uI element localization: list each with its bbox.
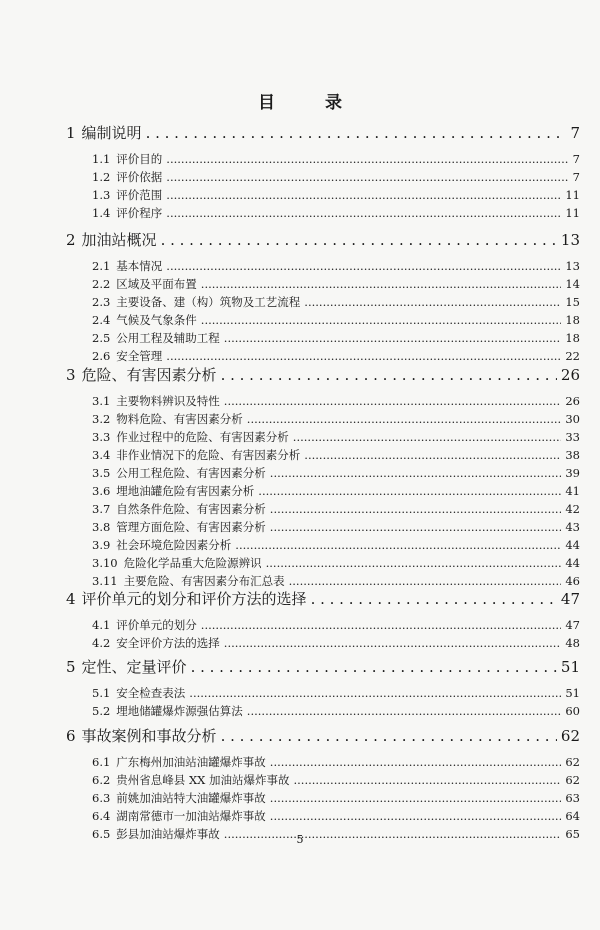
toc-entry-page: 65 (565, 827, 580, 841)
toc-entry-title: 埋地油罐危险有害因素分析 (116, 484, 255, 498)
toc-section-row (92, 465, 580, 481)
toc-chapter-row (66, 725, 580, 746)
toc-entry-number: 1.2 (92, 170, 111, 184)
toc-entry-page: 14 (565, 277, 580, 291)
toc-section-row (92, 685, 580, 701)
toc-entry-number: 1 (66, 124, 76, 142)
toc-section-row (92, 635, 580, 651)
page-title: 目 录 (258, 93, 364, 113)
toc-section-row (92, 330, 580, 346)
toc-dot-leader (304, 448, 561, 462)
toc-entry-number: 6 (66, 727, 76, 745)
toc-entry-page: 62 (560, 727, 580, 745)
toc-section-row (92, 772, 580, 788)
toc-entry-page: 18 (565, 313, 580, 327)
toc-entry-page: 48 (565, 636, 580, 650)
toc-entry-page: 15 (565, 295, 580, 309)
toc-entry-page: 33 (565, 430, 580, 444)
toc-entry-page: 13 (565, 259, 580, 273)
toc-section-row (92, 555, 580, 571)
toc-entry-page: 18 (565, 331, 580, 345)
toc-entry-page: 42 (565, 502, 580, 516)
toc-entry-title: 编制说明 (81, 124, 142, 142)
toc-dot-leader (293, 773, 561, 787)
toc-entry-title: 埋地储罐爆炸源强估算法 (116, 704, 243, 718)
toc-dot-leader (270, 809, 562, 823)
toc-entry-number: 3.1 (92, 394, 111, 408)
toc-entry-number: 6.1 (92, 755, 111, 769)
toc-entry-page: 22 (565, 349, 580, 363)
toc-section-row (92, 483, 580, 499)
toc-entry-number: 3.3 (92, 430, 111, 444)
toc-entry-page: 13 (560, 231, 580, 249)
toc-entry-title: 湖南常德市一加油站爆炸事故 (116, 809, 266, 823)
toc-dot-leader (166, 206, 561, 220)
toc-entry-title: 加油站概况 (81, 231, 157, 249)
toc-section-row (92, 537, 580, 553)
toc-section-row (92, 447, 580, 463)
toc-entry-title: 彭县加油站爆炸事故 (116, 827, 220, 841)
toc-chapter-row (66, 122, 580, 143)
toc-entry-number: 2.1 (92, 259, 111, 273)
toc-entry-title: 物料危险、有害因素分析 (116, 412, 243, 426)
toc-entry-number: 2.3 (92, 295, 111, 309)
toc-entry-number: 2.4 (92, 313, 111, 327)
toc-dot-leader (224, 636, 562, 650)
page-number: 5 (296, 833, 304, 846)
toc-dot-leader (270, 502, 562, 516)
toc-entry-title: 评价单元的划分 (116, 618, 197, 632)
toc-dot-leader (166, 349, 561, 363)
toc-dot-leader (191, 658, 557, 676)
toc-dot-leader (146, 124, 567, 142)
toc-dot-leader (258, 484, 561, 498)
toc-dot-leader (270, 755, 562, 769)
toc-chapter-row (66, 656, 580, 677)
toc-dot-leader (293, 430, 562, 444)
toc-entry-number: 3 (66, 366, 76, 384)
toc-entry-page: 26 (565, 394, 580, 408)
toc-section-row (92, 294, 580, 310)
toc-entry-title: 安全评价方法的选择 (116, 636, 220, 650)
toc-entry-title: 安全检查表法 (116, 686, 186, 700)
toc-section-row (92, 169, 580, 185)
toc-entry-title: 区域及平面布置 (116, 277, 197, 291)
toc-dot-leader (166, 152, 568, 166)
toc-entry-number: 3.4 (92, 448, 111, 462)
toc-entry-page: 63 (565, 791, 580, 805)
toc-dot-leader (161, 231, 557, 249)
toc-entry-number: 1.1 (92, 152, 111, 166)
toc-dot-leader (201, 618, 562, 632)
toc-section-row (92, 790, 580, 806)
toc-dot-leader (224, 394, 562, 408)
toc-entry-title: 主要设备、建（构）筑物及工艺流程 (116, 295, 301, 309)
toc-dot-leader (304, 295, 561, 309)
toc-entry-title: 危险化学品重大危险源辨识 (123, 556, 262, 570)
toc-entry-page: 62 (565, 773, 580, 787)
toc-section-row (92, 312, 580, 328)
toc-entry-number: 2.5 (92, 331, 111, 345)
toc-section-row (92, 276, 580, 292)
toc-entry-page: 41 (565, 484, 580, 498)
toc-entry-title: 事故案例和事故分析 (81, 727, 217, 745)
toc-dot-leader (247, 704, 562, 718)
toc-entry-page: 11 (565, 206, 580, 220)
toc-dot-leader (224, 331, 562, 345)
toc-entry-title: 气候及气象条件 (116, 313, 197, 327)
toc-entry-page: 43 (565, 520, 580, 534)
toc-chapter-row (66, 364, 580, 385)
toc-entry-number: 3.6 (92, 484, 111, 498)
toc-entry-number: 4.1 (92, 618, 111, 632)
toc-entry-title: 危险、有害因素分析 (81, 366, 217, 384)
toc-entry-page: 62 (565, 755, 580, 769)
toc-entry-number: 2 (66, 231, 76, 249)
toc-entry-page: 60 (565, 704, 580, 718)
toc-chapter-row (66, 229, 580, 250)
toc-entry-number: 6.4 (92, 809, 111, 823)
toc-entry-number: 3.2 (92, 412, 111, 426)
toc-entry-title: 评价范围 (116, 188, 163, 202)
toc-entry-number: 1.4 (92, 206, 111, 220)
toc-entry-title: 评价目的 (116, 152, 163, 166)
toc-entry-number: 6.5 (92, 827, 111, 841)
toc-entry-title: 基本情况 (116, 259, 163, 273)
toc-entry-number: 5 (66, 658, 76, 676)
toc-section-row (92, 348, 580, 364)
toc-entry-title: 管理方面危险、有害因素分析 (116, 520, 266, 534)
toc-entry-title: 安全管理 (116, 349, 163, 363)
toc-entry-page: 30 (565, 412, 580, 426)
toc-entry-number: 3.7 (92, 502, 111, 516)
toc-entry-title: 社会环境危险因素分析 (116, 538, 232, 552)
toc-entry-title: 定性、定量评价 (81, 658, 187, 676)
toc-entry-title: 作业过程中的危险、有害因素分析 (116, 430, 289, 444)
toc-section-row (92, 573, 580, 589)
toc-entry-number: 6.2 (92, 773, 111, 787)
toc-dot-leader (289, 574, 562, 588)
toc-entry-page: 51 (565, 686, 580, 700)
toc-section-row (92, 703, 580, 719)
toc-section-row (92, 151, 580, 167)
toc-entry-number: 3.8 (92, 520, 111, 534)
toc-entry-page: 11 (565, 188, 580, 202)
toc-entry-title: 评价程序 (116, 206, 163, 220)
toc-section-row (92, 808, 580, 824)
toc-dot-leader (266, 556, 562, 570)
toc-entry-page: 47 (560, 590, 580, 608)
toc-section-row (92, 411, 580, 427)
toc-section-row (92, 519, 580, 535)
toc-entry-number: 5.1 (92, 686, 111, 700)
toc-entry-page: 7 (572, 152, 580, 166)
toc-entry-number: 2.6 (92, 349, 111, 363)
toc-entry-page: 44 (565, 556, 580, 570)
toc-dot-leader (201, 277, 562, 291)
toc-entry-title: 评价依据 (116, 170, 163, 184)
toc-section-row (92, 393, 580, 409)
toc-entry-title: 公用工程危险、有害因素分析 (116, 466, 266, 480)
toc-entry-number: 4 (66, 590, 76, 608)
toc-entry-title: 广东梅州加油站油罐爆炸事故 (116, 755, 266, 769)
toc-dot-leader (235, 538, 561, 552)
toc-entry-title: 非作业情况下的危险、有害因素分析 (116, 448, 301, 462)
toc-entry-page: 46 (565, 574, 580, 588)
toc-dot-leader (270, 466, 562, 480)
toc-entry-number: 3.9 (92, 538, 111, 552)
toc-dot-leader (221, 366, 557, 384)
toc-entry-page: 7 (572, 170, 580, 184)
toc-section-row (92, 429, 580, 445)
toc-entry-page: 47 (565, 618, 580, 632)
toc-dot-leader (166, 170, 568, 184)
toc-section-row (92, 258, 580, 274)
toc-entry-number: 3.10 (92, 556, 118, 570)
toc-dot-leader (189, 686, 561, 700)
toc-entry-page: 26 (560, 366, 580, 384)
toc-entry-page: 64 (565, 809, 580, 823)
toc-entry-page: 44 (565, 538, 580, 552)
toc-entry-number: 6.3 (92, 791, 111, 805)
toc-chapter-row (66, 588, 580, 609)
toc-section-row (92, 187, 580, 203)
toc-dot-leader (166, 259, 561, 273)
toc-entry-title: 贵州省息峰县 XX 加油站爆炸事故 (116, 773, 290, 787)
toc-entry-title: 主要物料辨识及特性 (116, 394, 220, 408)
toc-section-row (92, 205, 580, 221)
toc-entry-number: 1.3 (92, 188, 111, 202)
toc-entry-page: 51 (560, 658, 580, 676)
toc-dot-leader (221, 727, 557, 745)
toc-entry-number: 4.2 (92, 636, 111, 650)
toc-entry-page: 7 (570, 124, 580, 142)
toc-entry-title: 评价单元的划分和评价方法的选择 (81, 590, 307, 608)
toc-entry-number: 5.2 (92, 704, 111, 718)
toc-entry-number: 2.2 (92, 277, 111, 291)
toc-entry-title: 前姚加油站特大油罐爆炸事故 (116, 791, 266, 805)
toc-dot-leader (311, 590, 557, 608)
toc-entry-page: 38 (565, 448, 580, 462)
toc-dot-leader (201, 313, 562, 327)
toc-dot-leader (247, 412, 562, 426)
toc-dot-leader (270, 791, 562, 805)
toc-dot-leader (166, 188, 561, 202)
toc-section-row (92, 754, 580, 770)
toc-entry-number: 3.5 (92, 466, 111, 480)
toc-entry-title: 主要危险、有害因素分布汇总表 (123, 574, 285, 588)
toc-section-row (92, 501, 580, 517)
toc-entry-page: 39 (565, 466, 580, 480)
toc-entry-title: 公用工程及辅助工程 (116, 331, 220, 345)
toc-entry-number: 3.11 (92, 574, 118, 588)
toc-entry-title: 自然条件危险、有害因素分析 (116, 502, 266, 516)
toc-dot-leader (270, 520, 562, 534)
toc-section-row (92, 617, 580, 633)
